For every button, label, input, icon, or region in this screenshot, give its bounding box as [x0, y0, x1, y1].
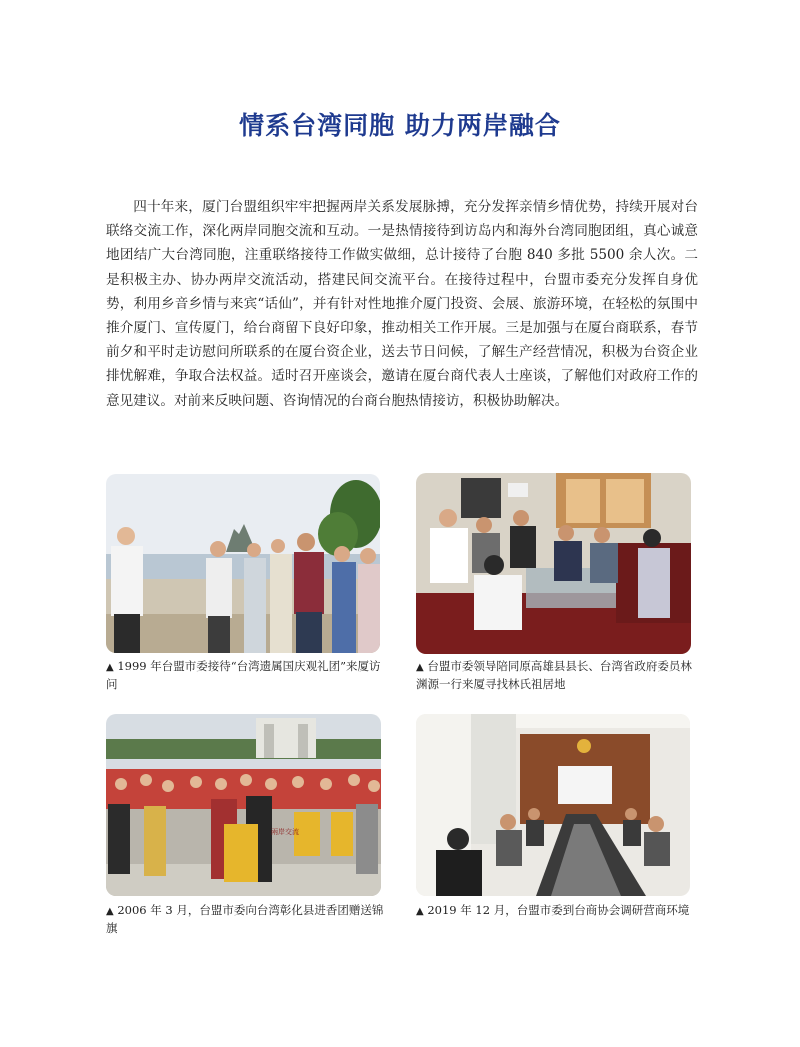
triangle-marker-icon: ▲ [416, 662, 424, 673]
triangle-marker-icon: ▲ [106, 662, 114, 673]
caption-text: 台盟市委领导陪同原高雄县县长、台湾省政府委员林渊源一行来厦寻找林氏祖居地 [416, 659, 692, 691]
photo-banner-presentation [106, 714, 381, 896]
photo-caption [416, 658, 696, 693]
caption-text: 1999 年台盟市委接待“台湾遗属国庆观礼团”来厦访问 [106, 659, 381, 691]
photo-seaside-visit [106, 474, 380, 653]
photo-caption [106, 658, 384, 693]
photo-caption [416, 902, 696, 920]
photo-indoor-meeting [416, 473, 691, 654]
banner-text: 兩岸交流 [271, 828, 299, 836]
triangle-marker-icon: ▲ [416, 906, 424, 917]
caption-text: 2019 年 12 月，台盟市委到台商协会调研营商环境 [423, 903, 690, 917]
body-paragraph: 四十年来，厦门台盟组织牢牢把握两岸关系发展脉搏，充分发挥亲情乡情优势，持续开展对台联络交流工作，深化两岸同胞交流和互动。一是热情接待到访岛内和海外台湾同胞团组，真心诚意地团结广大台湾同胞，注重联络接待工作做实做细，总计接待了台胞 840 多批 5500 余人次。二是积极主办、协办两岸交流活动，搭建民间交流平台。在接待过程中，台盟市委充分发挥自身优势，利用乡音乡情与来宾“话仙”，并有针对性地推介厦门投资、会展、旅游环境，在轻松的氛围中推介厦门、宣传厦门，给台商留下良好印象，推动相关工作开展。三是加强与在厦台商联系，春节前夕和平时走访慰问所联系的在厦台资企业，送去节日问候，了解生产经营情况，积极为台资企业排忧解难，争取合法权益。适时召开座谈会，邀请在厦台商代表人士座谈，了解他们对政府工作的意见建议。对前来反映问题、咨询情况的台商台胞热情接访，积极协助解决。 [106, 199, 698, 409]
photo-caption [106, 902, 384, 937]
triangle-marker-icon: ▲ [106, 906, 114, 917]
photo-conference-room [416, 714, 690, 896]
page-title: 情系台湾同胞 助力两岸融合 [239, 111, 561, 140]
caption-text: 2006 年 3 月，台盟市委向台湾彰化县进香团赠送锦旗 [106, 903, 384, 935]
